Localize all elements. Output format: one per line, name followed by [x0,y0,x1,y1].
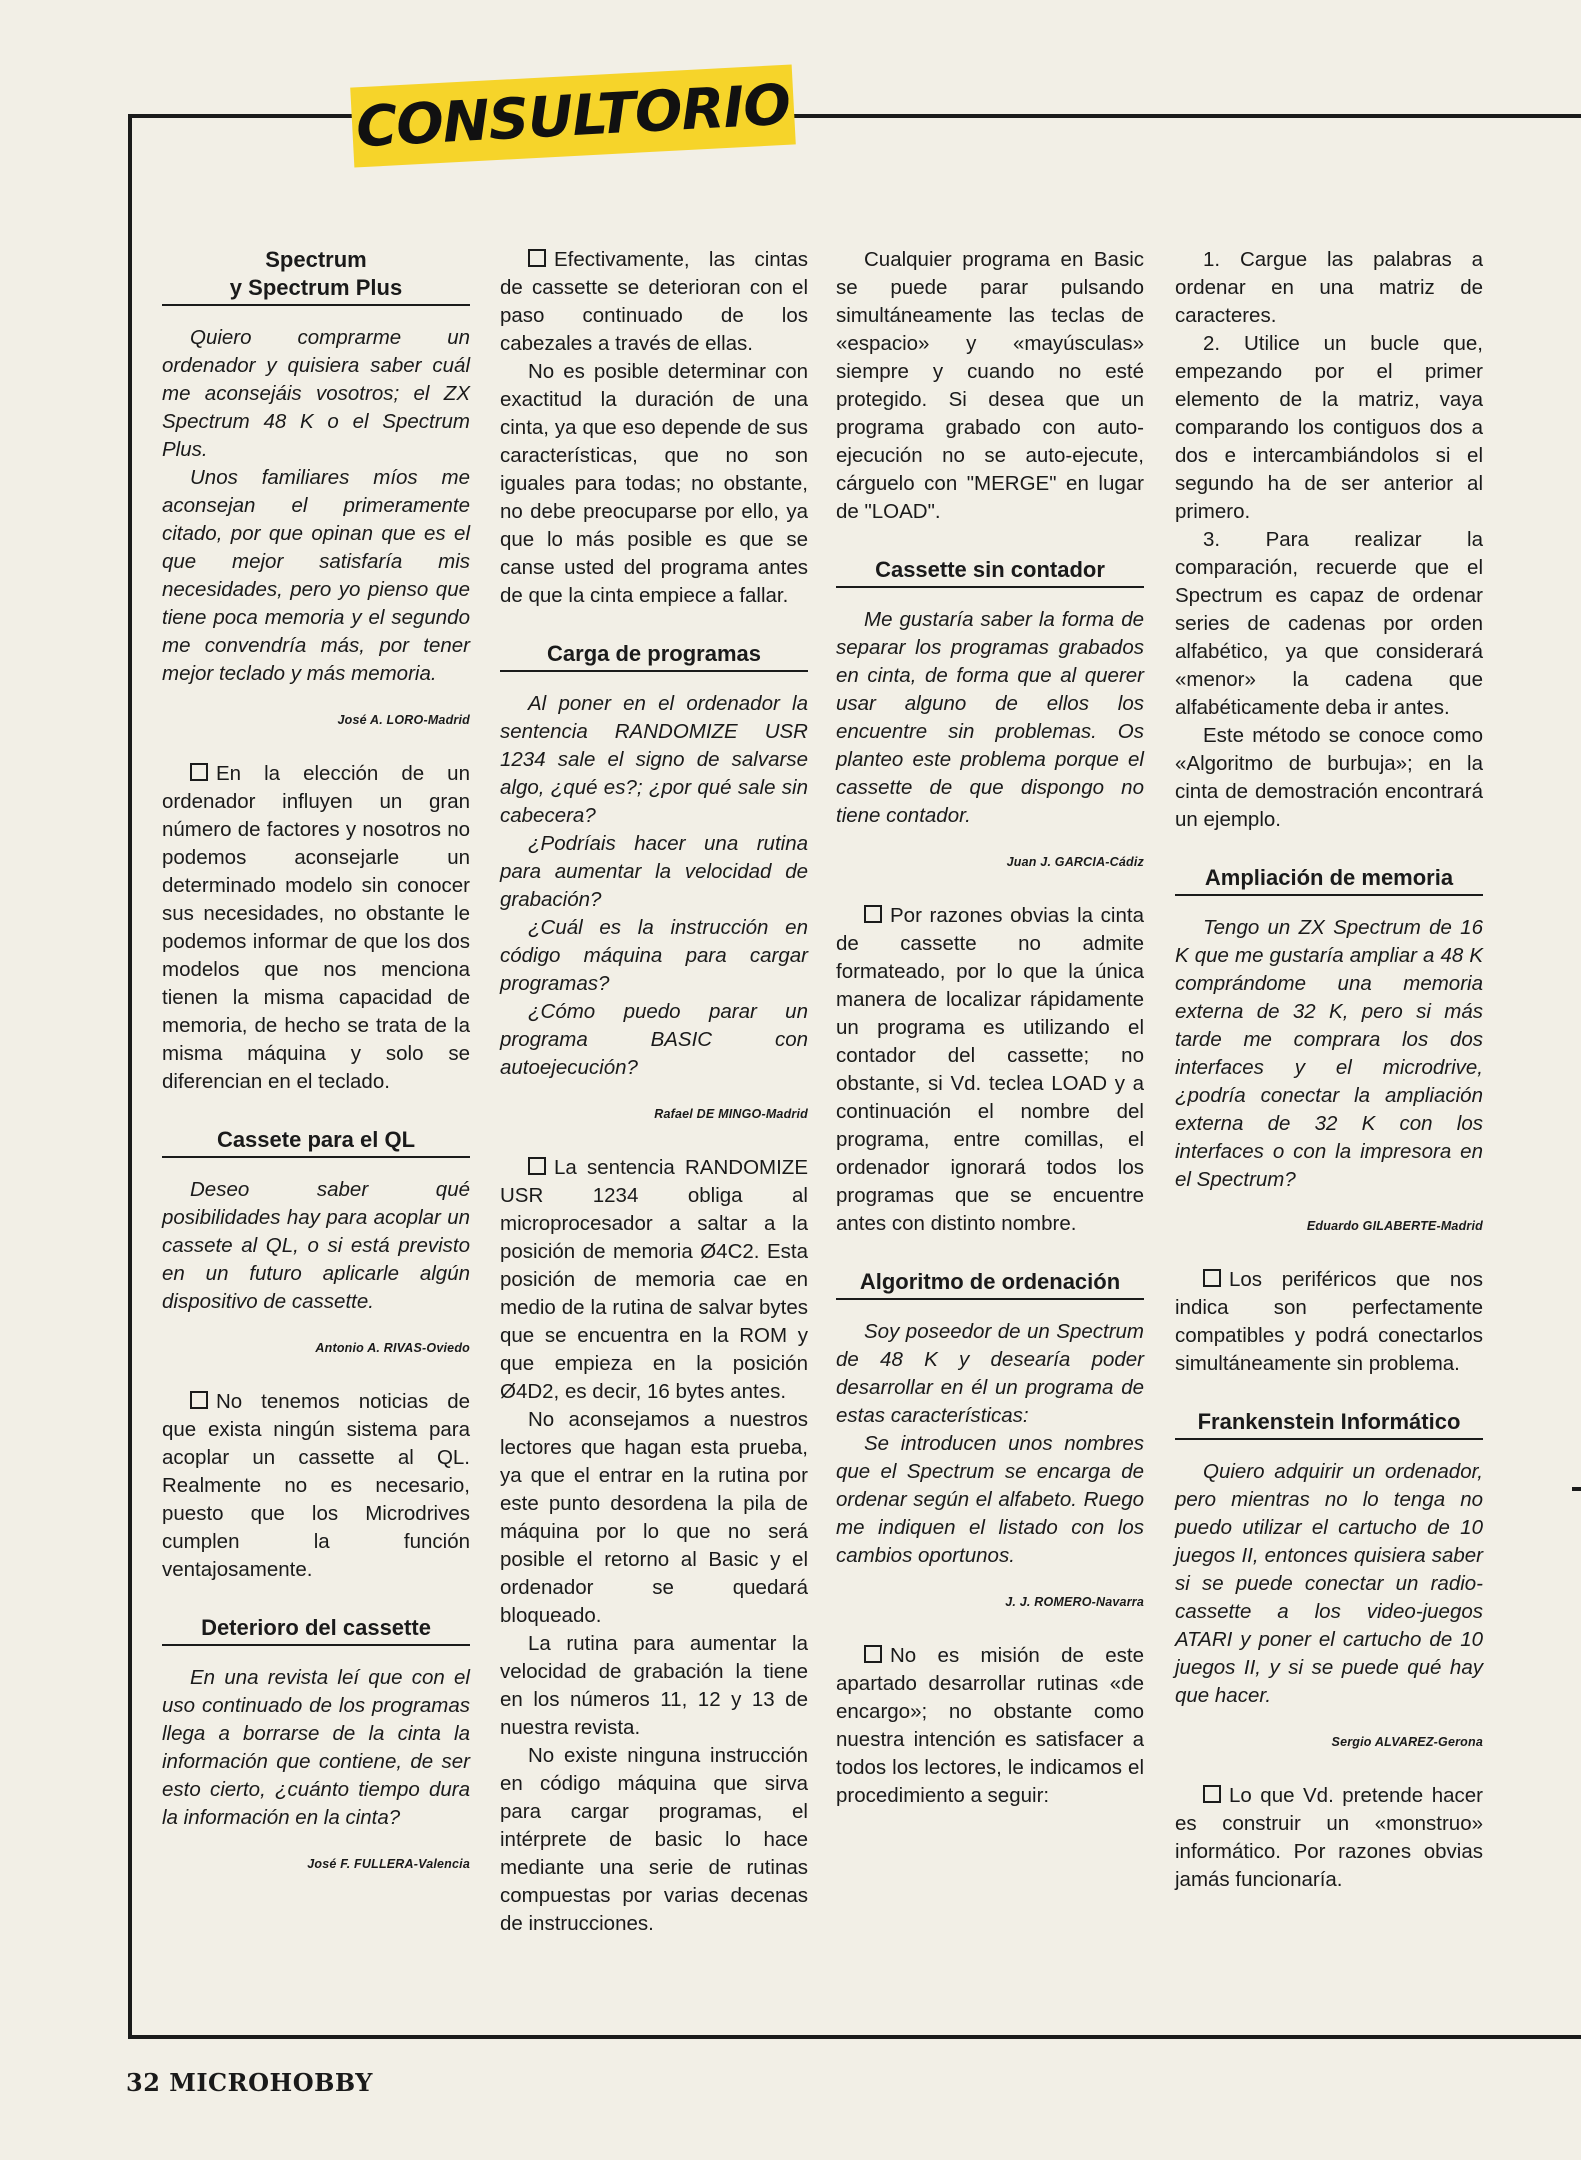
answer-text: No tenemos noticias de que exista ningún sistema para acoplar un cassette al QL. Realmente no es necesario, puesto que los Microdrives cumplen la función ventajosamente. [162,1390,470,1581]
reader-question: Se introducen unos nombres que el Spectrum se encarga de ordenar según el alfabeto. Ruego me indiquen el listado con los cambios oportunos. [836,1432,1144,1567]
reader-signature: J. J. ROMERO-Navarra [1005,1595,1144,1609]
answer-text: Por razones obvias la cinta de cassette no admite formateado, por lo que la única manera de localizar rápidamente un programa es utilizando el contador del cassette; no obstante, si Vd. teclea LOAD y a continuación el nombre del programa, entre comillas, el ordenador ignorará todos los programas que se encuentre antes con distinto nombre. [836,904,1144,1235]
reader-question: Quiero comprarme un ordenador y quisiera saber cuál me aconsejáis vosotros; el ZX Spectrum 48 K o el Spectrum Plus. [162,326,470,461]
letter-ampliacion [1175,864,1483,1378]
reader-question: Al poner en el ordenador la sentencia RANDOMIZE USR 1234 sale el signo de salvarse algo, ¿qué es?; ¿por qué sale sin cabecera? [500,692,808,827]
column-1 [162,246,470,1908]
magazine-name: MICROHOBBY [169,2068,373,2097]
answer-carga-cont [836,246,1144,526]
reader-signature: Sergio ALVAREZ-Gerona [1331,1735,1483,1749]
answer-text: No es misión de este apartado desarrollar rutinas «de encargo»; no obstante como nuestra intención es satisfacer a todos los lectores, le indicamos el procedimiento a seguir: [836,1644,1144,1807]
reader-question: Unos familiares míos me aconsejan el primeramente citado, por que opinan que es el que mejor satisfaría mis necesidades, pero yo pienso que tiene poca memoria y el segundo me convendría más, por tener mejor teclado y más memoria. [162,466,470,685]
page-number: 32 [126,2068,161,2097]
step-item: 3. Para realizar la comparación, recuerde que el Spectrum es capaz de ordenar series de cadenas por orden alfabético, ya que considerará «menor» la cadena que alfabéticamente deba ir antes. [1175,528,1483,719]
answer-box-icon [190,763,208,781]
step-item: 2. Utilice un bucle que, empezando por el primer elemento de la matriz, vaya comparando los contiguos dos a dos e intercambiándolos si el segundo ha de ser anterior al primero. [1175,332,1483,523]
reader-question: En una revista leí que con el uso continuado de los programas llega a borrarse de la cinta la información que contiene, de ser esto cierto, ¿cuánto tiempo dura la información en la cinta? [162,1666,470,1829]
column-3 [836,246,1144,1840]
reader-signature: Antonio A. RIVAS-Oviedo [315,1341,470,1355]
reader-question: Deseo saber qué posibilidades hay para acoplar un cassete al QL, o si está previsto en un futuro aplicarle algún dispositivo de cassette. [162,1178,470,1313]
answer-box-icon [528,249,546,267]
letter-contador [836,556,1144,1238]
letter-carga [500,640,808,1938]
answer-box-icon [190,1391,208,1409]
reader-signature: Eduardo GILABERTE-Madrid [1306,1219,1483,1233]
letter-heading: Cassette sin contador [836,556,1144,588]
answer-text: Cualquier programa en Basic se puede parar pulsando simultáneamente las teclas de «espacio» y «mayúsculas» siempre y cuando no esté protegido. Si desea que un programa grabado con auto-ejecución no se auto-ejecute, cárguelo con "MERGE" en lugar de "LOAD". [836,248,1144,523]
reader-signature: José A. LORO-Madrid [337,713,470,727]
column-2 [500,246,808,1968]
answer-deterioro [500,246,808,610]
letter-heading: Deterioro del cassette [162,1614,470,1646]
step-note: Este método se conoce como «Algoritmo de burbuja»; en la cinta de demostración encontrará un ejemplo. [1175,724,1483,831]
reader-question: ¿Podríais hacer una rutina para aumentar la velocidad de grabación? [500,832,808,911]
reader-signature: Juan J. GARCIA-Cádiz [1006,855,1144,869]
letter-heading: Carga de programas [500,640,808,672]
letter-ql [162,1126,470,1584]
answer-box-icon [864,1645,882,1663]
reader-question: Me gustaría saber la forma de separar los programas grabados en cinta, de forma que al querer usar alguno de ellos los encuentre sin problemas. Os planteo este problema porque el cassette de que dispongo no tiene contador. [836,608,1144,827]
algorithm-steps [1175,246,1483,834]
reader-signature: Rafael DE MINGO-Madrid [654,1107,808,1121]
letter-algoritmo [836,1268,1144,1810]
letter-heading: Algoritmo de ordenación [836,1268,1144,1300]
answer-text: La rutina para aumentar la velocidad de grabación la tiene en los números 11, 12 y 13 de nuestra revista. [500,1632,808,1739]
reader-question: ¿Cómo puedo parar un programa BASIC con autoejecución? [500,1000,808,1079]
reader-question: Soy poseedor de un Spectrum de 48 K y desearía poder desarrollar en él un programa de estas características: [836,1320,1144,1427]
answer-text: Lo que Vd. pretende hacer es construir un «monstruo» informático. Por razones obvias jamás funcionaría. [1175,1784,1483,1891]
reader-question: Quiero adquirir un ordenador, pero mientras no lo tenga no puedo utilizar el cartucho de 10 juegos II, entonces quisiera saber si se puede conectar un radio-cassette a los video-juegos ATARI y poner el cartucho de 10 juegos II, y si se puede qué hay que hacer. [1175,1460,1483,1707]
column-4 [1175,246,1483,1924]
answer-text: La sentencia RANDOMIZE USR 1234 obliga al microprocesador a saltar a la posición de memoria Ø4C2. Esta posición de memoria cae en medio de la rutina de salvar bytes que se encuentra en la ROM y que empieza en la posición Ø4D2, es decir, 16 bytes antes. [500,1156,808,1403]
reader-signature: José F. FULLERA-Valencia [307,1857,470,1871]
answer-text: No existe ninguna instrucción en código máquina que sirva para cargar programas, el intérprete de basic lo hace mediante una serie de rutinas compuestas por varias decenas de instrucciones. [500,1744,808,1935]
answer-box-icon [864,905,882,923]
edge-mark [1572,1487,1581,1491]
letter-spectrum [162,246,470,1096]
answer-text: En la elección de un ordenador influyen un gran número de factores y nosotros no podemos aconsejarle un determinado modelo sin conocer sus necesidades, no obstante le podemos informar de que los dos modelos que nos menciona tienen la misma capacidad de memoria, de hecho se trata de la misma máquina y solo se diferencian en el teclado. [162,762,470,1093]
letter-heading: Spectrum y Spectrum Plus [162,246,470,306]
answer-text: No aconsejamos a nuestros lectores que hagan esta prueba, ya que el entrar en la rutina por este punto desordena la pila de máquina por lo que no será posible el retorno al Basic y el ordenador se quedará bloqueado. [500,1408,808,1627]
answer-text: Los periféricos que nos indica son perfectamente compatibles y podrá conectarlos simultáneamente sin problema. [1175,1268,1483,1375]
answer-box-icon [528,1157,546,1175]
answer-text: Efectivamente, las cintas de cassette se deterioran con el paso continuado de los cabezales a través de ellas. [500,248,808,355]
banner-title: CONSULTORIO [354,72,792,160]
letter-heading: Ampliación de memoria [1175,864,1483,896]
answer-box-icon [1203,1785,1221,1803]
answer-box-icon [1203,1269,1221,1287]
reader-question: ¿Cuál es la instrucción en código máquina para cargar programas? [500,916,808,995]
letter-heading: Cassete para el QL [162,1126,470,1158]
reader-question: Tengo un ZX Spectrum de 16 K que me gustaría ampliar a 48 K comprándome una memoria externa de 32 K, pero si más tarde me comprara los dos interfaces y el microdrive, ¿podría conectar la ampliación externa de 32 K con los interfaces o con la impresora en el Spectrum? [1175,916,1483,1191]
answer-text: No es posible determinar con exactitud la duración de una cinta, ya que eso depende de sus características, que no son iguales para todas; no obstante, no debe preocuparse por ello, ya que lo más posible es que se canse usted del programa antes de que la cinta empiece a fallar. [500,360,808,607]
step-item: 1. Cargue las palabras a ordenar en una matriz de caracteres. [1175,248,1483,327]
letter-heading: Frankenstein Informático [1175,1408,1483,1440]
letter-deterioro [162,1614,470,1878]
letter-frankenstein [1175,1408,1483,1894]
page-footer [126,2068,373,2097]
